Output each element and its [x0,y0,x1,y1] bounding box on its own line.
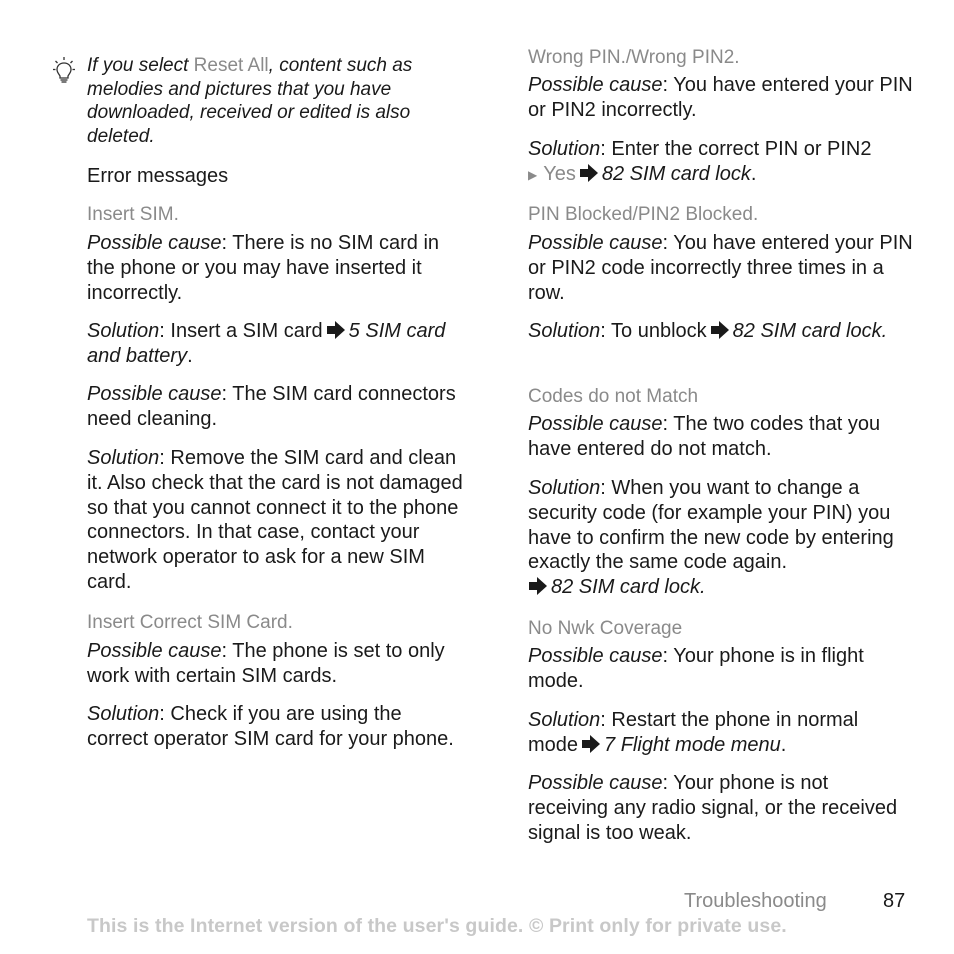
codes-cause: Possible cause: The two codes that you have entered do not match. [528,413,881,460]
arrow-right-icon [710,321,730,339]
ref-link: 82 SIM card lock. [551,576,706,599]
insert-correct-cause: Possible cause: The phone is set to only work with certain SIM cards. [87,640,445,687]
arrow-right-icon [528,577,548,595]
insert-sim-solution-1: Solution: Insert a SIM card 5 SIM card and battery. [87,320,446,367]
internet-version-notice: This is the Internet version of the user's guide. © Print only for private use. [87,915,787,937]
yes-softkey-label: Yes [543,162,576,185]
heading-wrong-pin: Wrong PIN./Wrong PIN2. [528,47,740,68]
section-title: Error messages [87,165,229,187]
pin-blocked-solution: Solution: To unblock 82 SIM card lock. [528,320,888,342]
heading-insert-sim: Insert SIM. [87,204,179,225]
ref-link: 5 SIM card and battery [87,320,446,367]
ref-link: 7 Flight mode menu [604,733,781,756]
arrow-right-icon [581,735,601,753]
no-nwk-cause-1: Possible cause: Your phone is in flight mode. [528,645,864,692]
insert-sim-cause-1: Possible cause: There is no SIM card in the phone or you may have inserted it incorrectly. [87,232,440,304]
page-number: 87 [883,890,906,912]
reset-all-label: Reset All [193,55,269,76]
arrow-right-icon [326,321,346,339]
insert-sim-cause-2: Possible cause: The SIM card connectors need cleaning. [87,383,456,430]
insert-correct-solution: Solution: Check if you are using the correct operator SIM card for your phone. [87,703,454,750]
ref-link: 82 SIM card lock. [732,320,888,342]
no-nwk-cause-2: Possible cause: Your phone is not receiving any radio signal, or the received signal is too weak. [528,772,898,844]
wrong-pin-solution: Solution: Enter the correct PIN or PIN2 ▶ Yes 82 SIM card lock. [528,137,913,188]
no-nwk-solution: Solution: Restart the phone in normal mode 7 Flight mode menu. [528,709,859,756]
insert-sim-solution-2: Solution: Remove the SIM card and clean it. Also check that the card is not damaged so that you cannot connect it to the phone connectors. In that case, contact your network operator to ask for a new SIM card. [87,447,463,593]
heading-pin-blocked: PIN Blocked/PIN2 Blocked. [528,204,759,225]
tip-text: If you select Reset All, content such as melodies and pictures that you have downloaded, received or edited is also deleted. [87,55,413,147]
menu-triangle-icon: ▶ [528,167,538,182]
codes-solution: Solution: When you want to change a security code (for example your PIN) you have to confirm the new code by entering exactly the same code again. 82 SIM card lock. [528,477,894,599]
ref-link: 82 SIM card lock [601,162,751,185]
wrong-pin-cause: Possible cause: You have entered your PIN or PIN2 incorrectly. [528,74,913,121]
lightbulb-icon [50,56,78,86]
arrow-right-icon [579,164,599,182]
heading-no-nwk-coverage: No Nwk Coverage [528,618,683,639]
heading-codes-do-not-match: Codes do not Match [528,386,699,407]
heading-insert-correct-sim: Insert Correct SIM Card. [87,612,293,633]
pin-blocked-cause: Possible cause: You have entered your PIN or PIN2 code incorrectly three times in a row. [528,232,913,304]
footer-section-name: Troubleshooting [684,890,827,912]
